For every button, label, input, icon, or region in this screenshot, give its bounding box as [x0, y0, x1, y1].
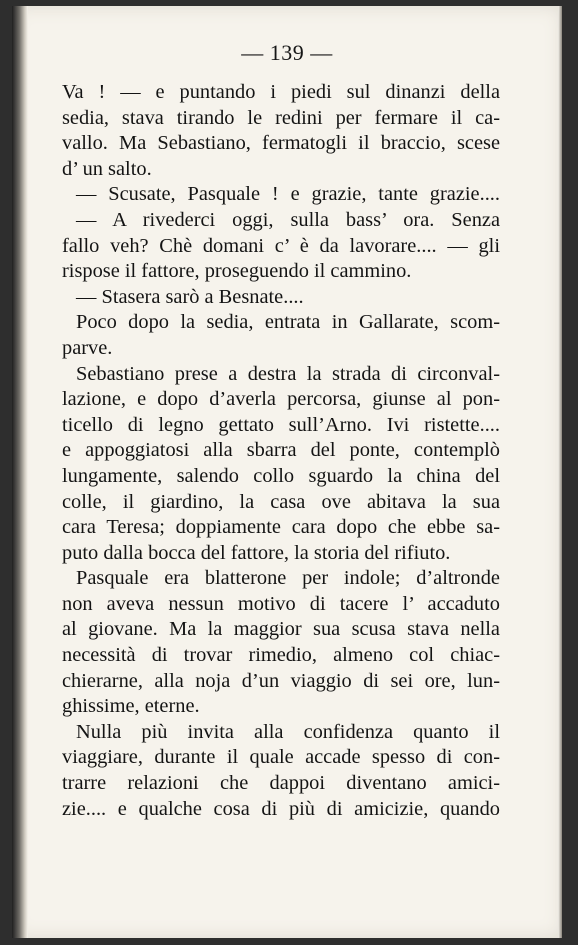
- text-line: Sebastiano prese a destra la strada di circonval-: [76, 362, 500, 385]
- text-line: trarre relazioni che dappoi diventano amici-: [62, 772, 500, 795]
- text-line: vallo. Ma Sebastiano, fermatogli il braccio, scese: [62, 132, 500, 155]
- text-line: viaggiare, durante il quale accade spesso di con-: [62, 746, 500, 769]
- text-line: chierarne, alla noja d’un viaggio di sei ore, lun-: [62, 669, 500, 692]
- text-line: ghissime, eterne.: [62, 695, 200, 718]
- text-line: non aveva nessun motivo di tacere l’ accaduto: [62, 592, 500, 615]
- text-line: cara Teresa; doppiamente cara dopo che ebbe sa-: [62, 516, 500, 539]
- text-line: lazione, e dopo d’averla percorsa, giunse al pon-: [62, 388, 500, 411]
- text-line: rispose il fattore, proseguendo il cammino.: [62, 260, 412, 283]
- text-line: Va ! — e puntando i piedi sul dinanzi della: [62, 81, 500, 103]
- book-page: [12, 6, 562, 938]
- text-line: Nulla più invita alla confidenza quanto il: [76, 720, 500, 743]
- body-text: [62, 80, 500, 822]
- text-line: — Stasera sarò a Besnate....: [76, 285, 304, 308]
- text-line: puto dalla bocca del fattore, la storia del rifiuto.: [62, 541, 451, 564]
- text-line: Poco dopo la sedia, entrata in Gallarate, scom-: [76, 311, 500, 334]
- text-line: necessità di trovar rimedio, almeno col chiac-: [62, 644, 500, 667]
- page-edge: [558, 6, 562, 938]
- text-line: al giovane. Ma la maggior sua scusa stava nella: [62, 618, 500, 641]
- text-line: sedia, stava tirando le redini per fermare il ca-: [62, 106, 500, 129]
- text-line: lungamente, salendo collo sguardo la china del: [62, 464, 500, 487]
- text-line: fallo veh? Chè domani c’ è da lavorare.... — gli: [62, 234, 500, 257]
- page-number: — 139 —: [241, 40, 333, 65]
- page-spine-shadow: [12, 6, 28, 938]
- text-line: parve.: [62, 336, 113, 359]
- text-line: colle, il giardino, la casa ove abitava la sua: [62, 490, 500, 513]
- text-line: e appoggiatosi alla sbarra del ponte, contemplò: [62, 439, 500, 462]
- text-line: Pasquale era blatterone per indole; d’altronde: [76, 567, 500, 590]
- text-line: ticello di legno gettato sull’Arno. Ivi ristette....: [62, 413, 500, 436]
- text-line: — A rivederci oggi, sulla bass’ ora. Senza: [76, 208, 500, 231]
- text-line: zie.... e qualche cosa di più di amicizie, quando: [62, 797, 500, 820]
- text-line: — Scusate, Pasquale ! e grazie, tante grazie....: [76, 183, 500, 206]
- text-line: d’ un salto.: [62, 157, 152, 180]
